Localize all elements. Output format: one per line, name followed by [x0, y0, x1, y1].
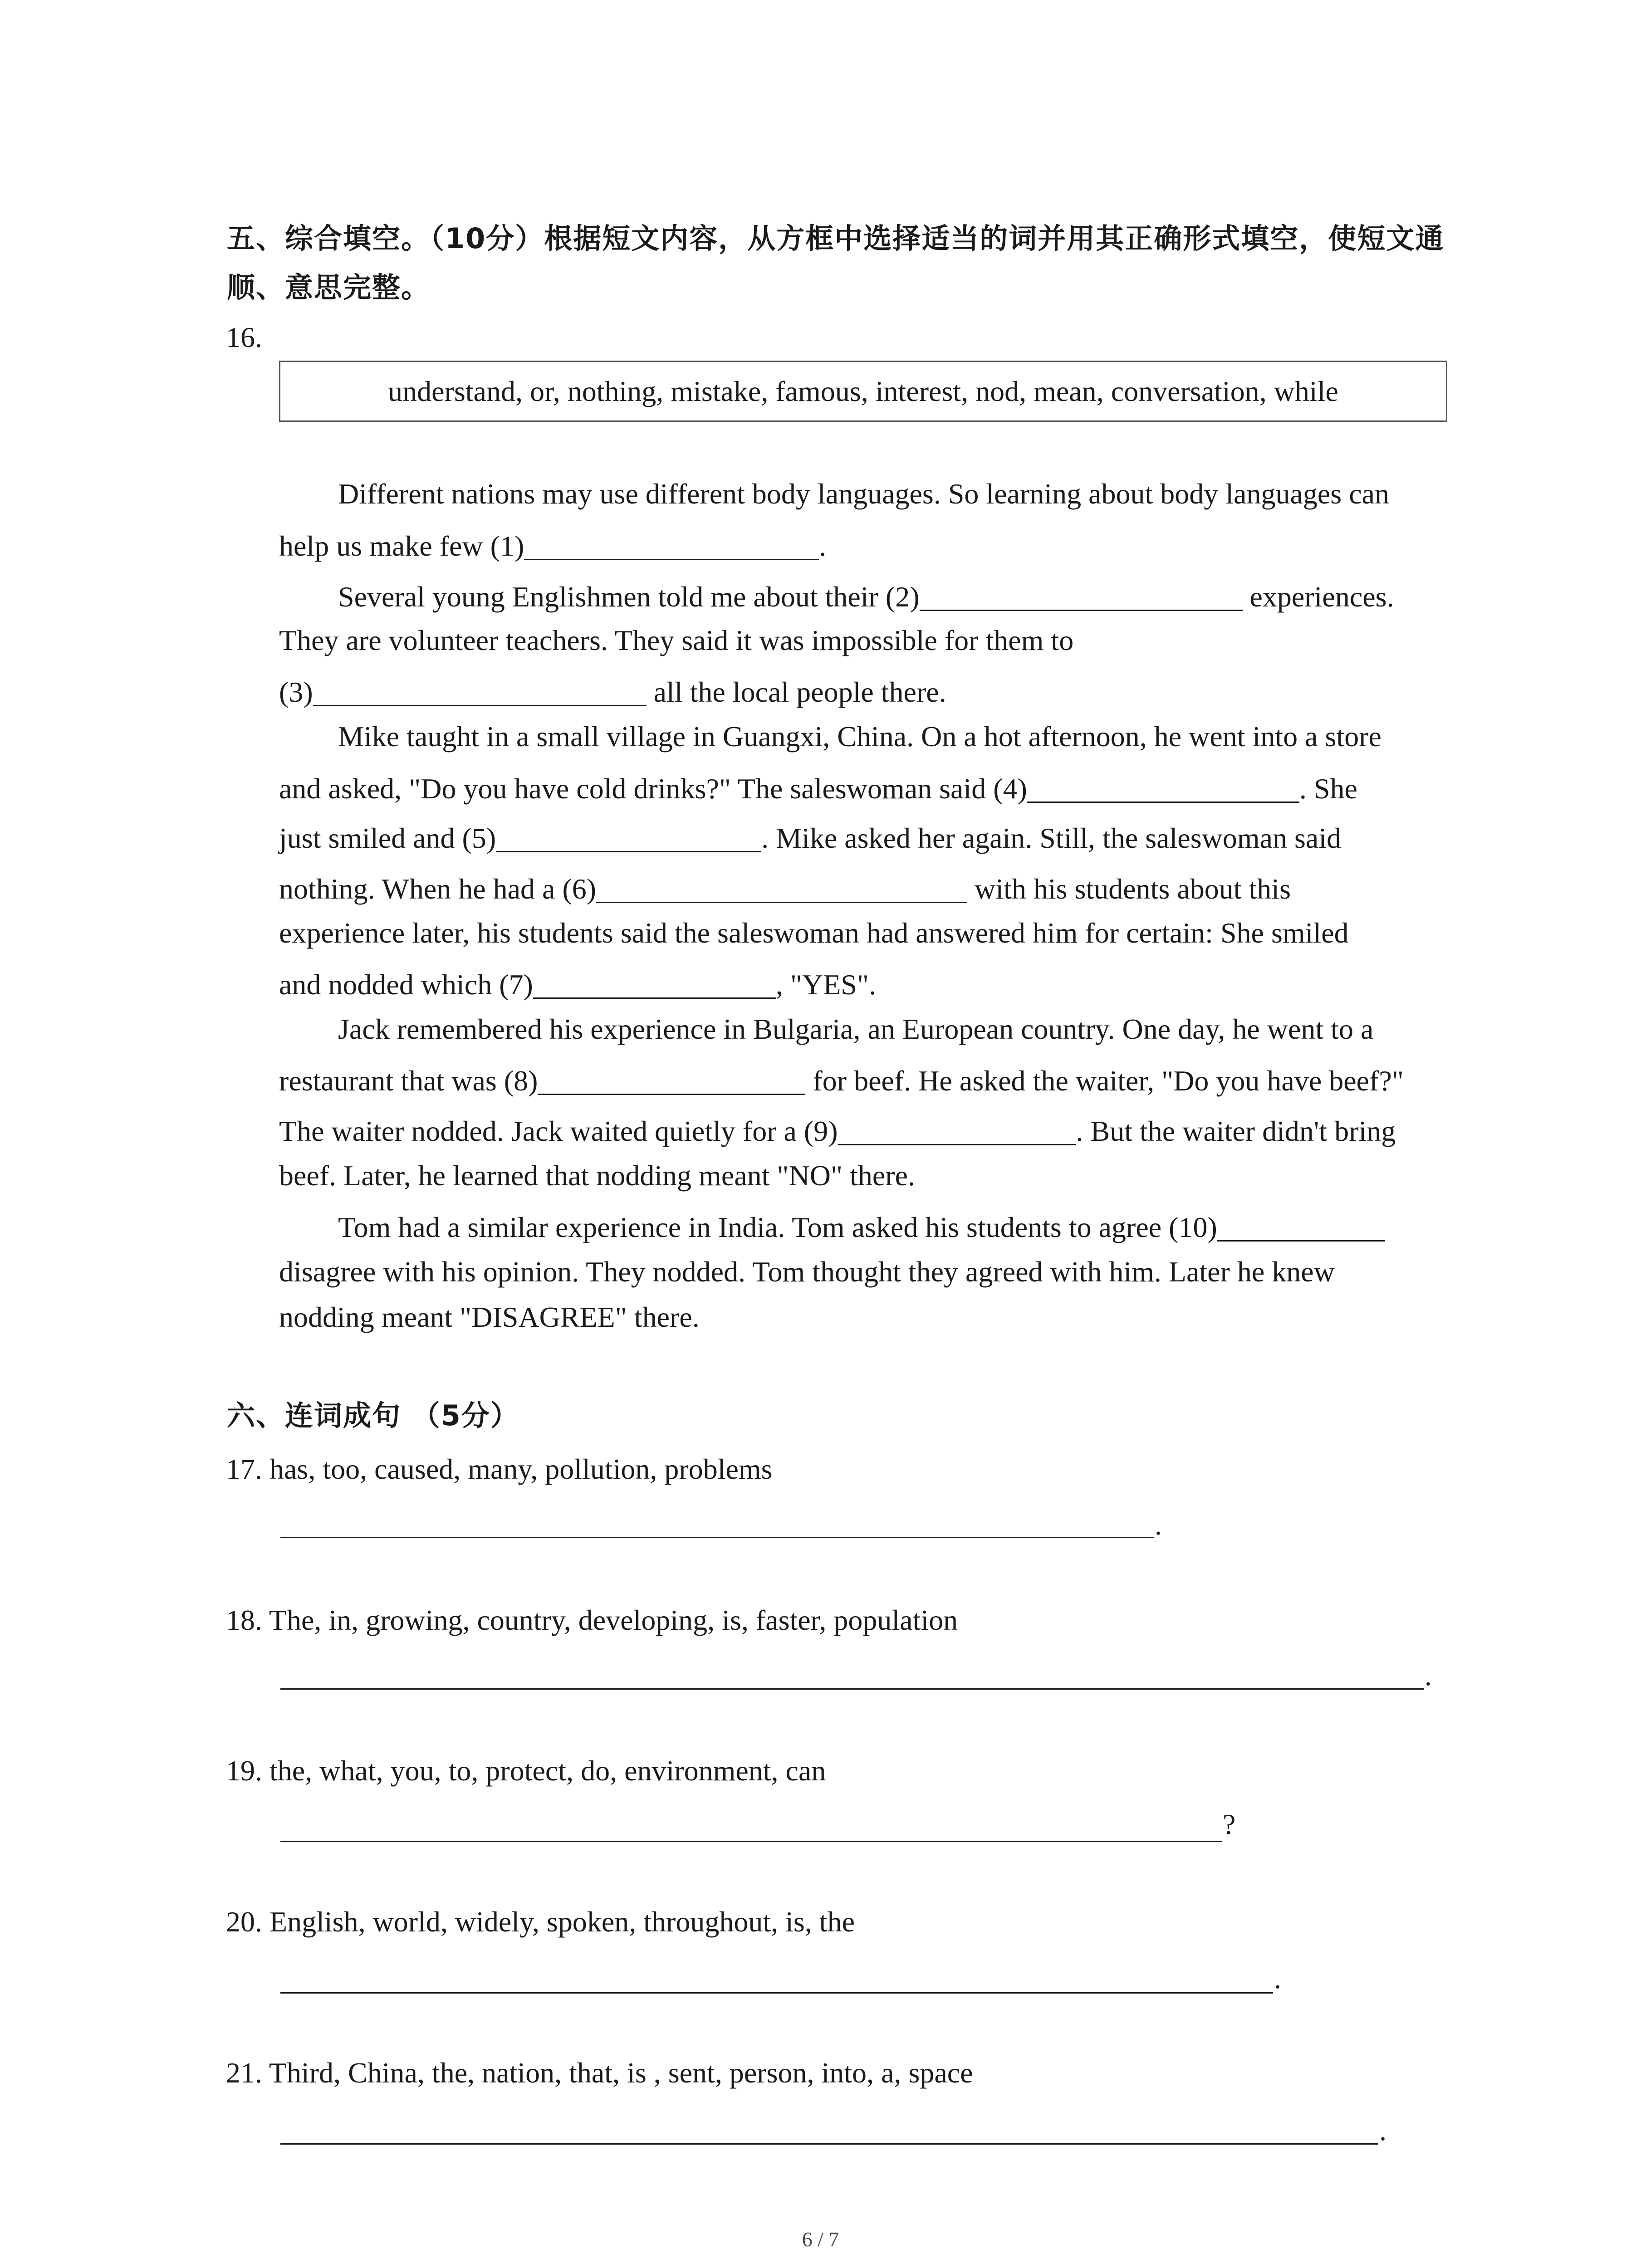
blank-6[interactable]: [596, 873, 967, 903]
question-19: 19. the, what, you, to, protect, do, environment, can: [226, 1755, 826, 1787]
answer-line-20[interactable]: [280, 1992, 1273, 1994]
blank-1[interactable]: [524, 530, 819, 560]
passage-line: beef. Later, he learned that nodding meant "NO" there.: [279, 1159, 915, 1192]
passage-line: experience later, his students said the saleswoman had answered him for certain: She smiled: [279, 917, 1349, 949]
passage-line: just smiled and (5) . Mike asked her again. Still, the saleswoman said: [279, 822, 1342, 854]
question-18: 18. The, in, growing, country, developing, is, faster, population: [226, 1604, 958, 1636]
word-box: understand, or, nothing, mistake, famous, interest, nod, mean, conversation, while: [279, 361, 1447, 422]
end-mark: .: [1379, 2114, 1386, 2146]
section-5-heading: 五、综合填空。（10分）根据短文内容，从方框中选择适当的词并用其正确形式填空，使短文通顺、意思完整。: [227, 222, 1445, 304]
end-mark: .: [1155, 1509, 1162, 1541]
passage-line: Several young Englishmen told me about their (2) experiences.: [338, 581, 1394, 613]
blank-2[interactable]: [920, 581, 1243, 611]
passage-line: nodding meant "DISAGREE" there.: [279, 1301, 700, 1333]
passage-line: Mike taught in a small village in Guangxi, China. On a hot afternoon, he went into a store: [338, 720, 1381, 753]
section-6-heading: 六、连词成句 （5分）: [227, 1399, 519, 1432]
question-17: 17. has, too, caused, many, pollution, problems: [226, 1453, 773, 1485]
passage-line: The waiter nodded. Jack waited quietly for a (9) . But the waiter didn't bring: [279, 1115, 1396, 1147]
passage-line: Different nations may use different body languages. So learning about body languages can: [338, 478, 1389, 510]
blank-7[interactable]: [533, 968, 776, 999]
end-mark: ?: [1223, 1808, 1236, 1840]
answer-line-18[interactable]: [280, 1688, 1424, 1690]
passage-line: Jack remembered his experience in Bulgaria, an European country. One day, he went to a: [338, 1013, 1374, 1045]
blank-3[interactable]: [313, 676, 647, 706]
end-mark: .: [1274, 1962, 1281, 1994]
passage-line: Tom had a similar experience in India. Tom asked his students to agree (10): [338, 1211, 1385, 1242]
blank-10[interactable]: [1217, 1211, 1385, 1242]
passage-line: and asked, "Do you have cold drinks?" The saleswoman said (4) . She: [279, 772, 1357, 805]
question-20: 20. English, world, widely, spoken, throughout, is, the: [226, 1906, 855, 1938]
passage-line: help us make few (1) .: [279, 530, 827, 562]
blank-8[interactable]: [538, 1065, 805, 1095]
answer-line-21[interactable]: [280, 2143, 1378, 2145]
page-number: 6 / 7: [802, 2228, 839, 2251]
passage-line: disagree with his opinion. They nodded. Tom thought they agreed with him. Later he knew: [279, 1256, 1335, 1288]
question-21: 21. Third, China, the, nation, that, is , sent, person, into, a, space: [226, 2057, 973, 2089]
passage-line: They are volunteer teachers. They said it was impossible for them to: [279, 624, 1074, 656]
blank-4[interactable]: [1027, 772, 1299, 803]
blank-9[interactable]: [838, 1115, 1076, 1145]
answer-line-17[interactable]: [280, 1537, 1154, 1538]
passage-line: (3) all the local people there.: [279, 676, 946, 708]
question-number-16: 16.: [226, 321, 262, 353]
passage-line: nothing. When he had a (6) with his students about this: [279, 873, 1291, 905]
answer-line-19[interactable]: [280, 1841, 1222, 1842]
blank-5[interactable]: [496, 822, 761, 852]
end-mark: .: [1425, 1659, 1432, 1691]
passage-line: restaurant that was (8) for beef. He asked the waiter, "Do you have beef?": [279, 1065, 1404, 1097]
passage-line: and nodded which (7) , "YES".: [279, 968, 876, 1001]
